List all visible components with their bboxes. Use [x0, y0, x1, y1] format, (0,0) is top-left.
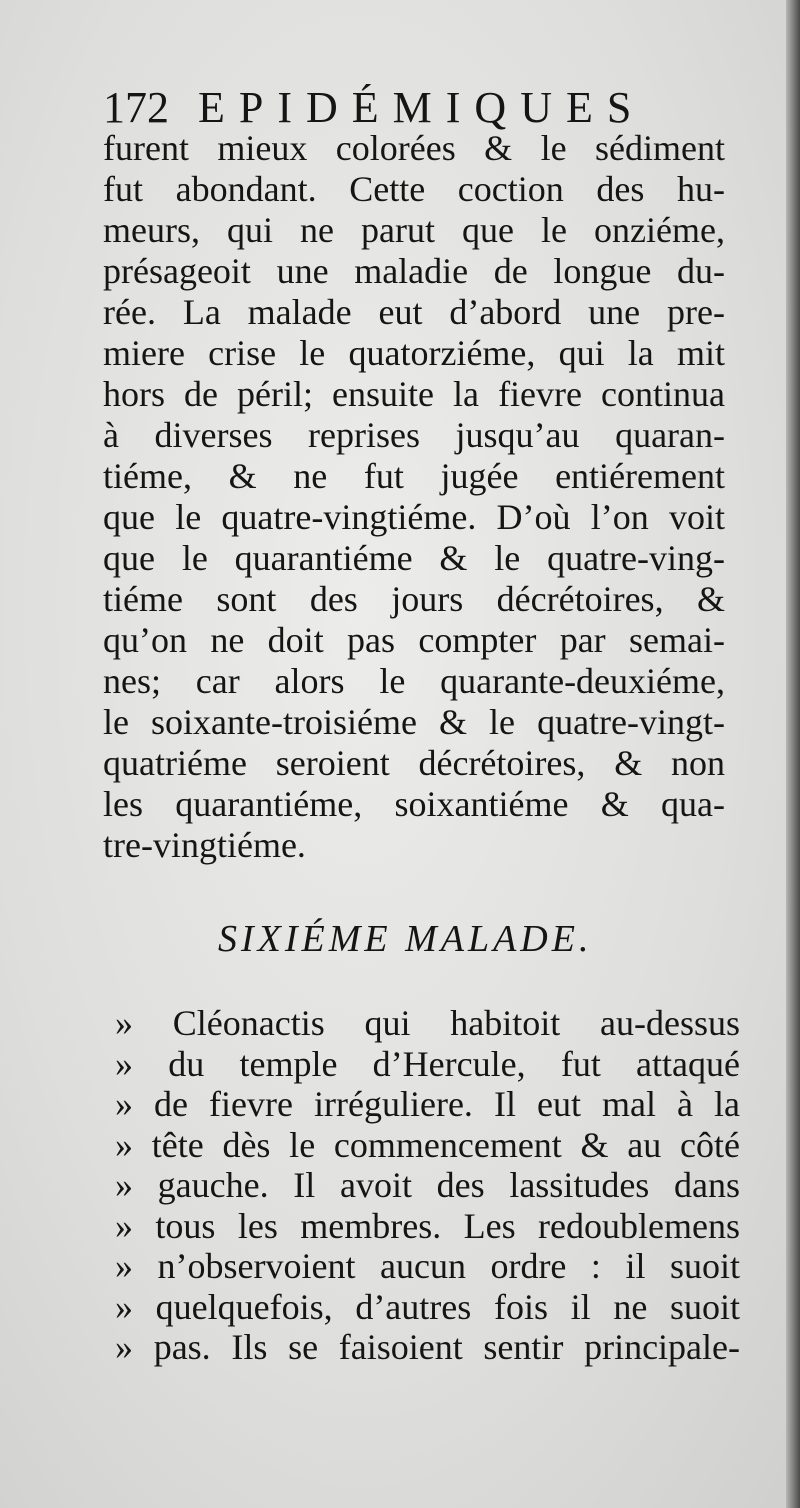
section-title: SIXIÉME MALADE.	[218, 918, 593, 960]
text-line: qu’on ne doit pas compter par semai-	[103, 620, 725, 660]
page-number: 172	[103, 83, 169, 132]
text-line: que le quatre-vingtiéme. D’où l’on voit	[103, 497, 725, 537]
text-line: tiéme, & ne fut jugée entiérement	[103, 456, 725, 496]
quote-line: » pas. Ils se faisoient sentir principale-	[115, 1327, 740, 1367]
quote-line: » du temple d’Hercule, fut attaqué	[115, 1043, 740, 1084]
quote-line: » gauche. Il avoit des lassitudes dans	[115, 1165, 740, 1205]
quote-line: » de fievre irréguliere. Il eut mal à la	[115, 1084, 740, 1124]
text-line: furent mieux colorées & le sédiment	[103, 128, 725, 168]
text-line: à diverses reprises jusqu’au quaran-	[103, 415, 725, 455]
text-line: le soixante-troisiéme & le quatre-vingt-	[103, 702, 725, 742]
text-line: fut abondant. Cette coction des hu-	[103, 169, 725, 209]
quote-line: » quelquefois, d’autres fois il ne suoit	[115, 1286, 740, 1327]
quote-line: » n’observoient aucun ordre : il suoit	[115, 1246, 740, 1286]
text-line: rée. La malade eut d’abord une pre-	[103, 292, 725, 332]
text-line: présageoit une maladie de longue du-	[103, 251, 725, 291]
text-line: que le quarantiéme & le quatre-ving-	[103, 538, 725, 578]
quote-line: » tous les membres. Les redoublemens	[115, 1205, 740, 1246]
quoted-passage	[115, 1003, 740, 1368]
text-line: meurs, qui ne parut que le onziéme,	[103, 210, 725, 250]
text-line: nes; car alors le quarante-deuxiéme,	[103, 661, 725, 701]
text-line: les quarantiéme, soixantiéme & qua-	[103, 784, 725, 824]
body-text	[103, 128, 725, 866]
text-line: quatriéme seroient décrétoires, & non	[103, 743, 725, 783]
running-title: EPIDÉMIQUES	[198, 83, 646, 132]
text-line: hors de péril; ensuite la fievre continua	[103, 374, 725, 414]
text-line: tiéme sont des jours décrétoires, &	[103, 579, 725, 619]
text-line: tre-vingtiéme.	[103, 825, 306, 865]
page-spine-shadow	[786, 0, 800, 1508]
text-line: miere crise le quatorziéme, qui la mit	[103, 333, 725, 373]
quote-line: » Cléonactis qui habitoit au-dessus	[115, 1003, 740, 1043]
quote-line: » tête dès le commencement & au côté	[115, 1124, 740, 1165]
